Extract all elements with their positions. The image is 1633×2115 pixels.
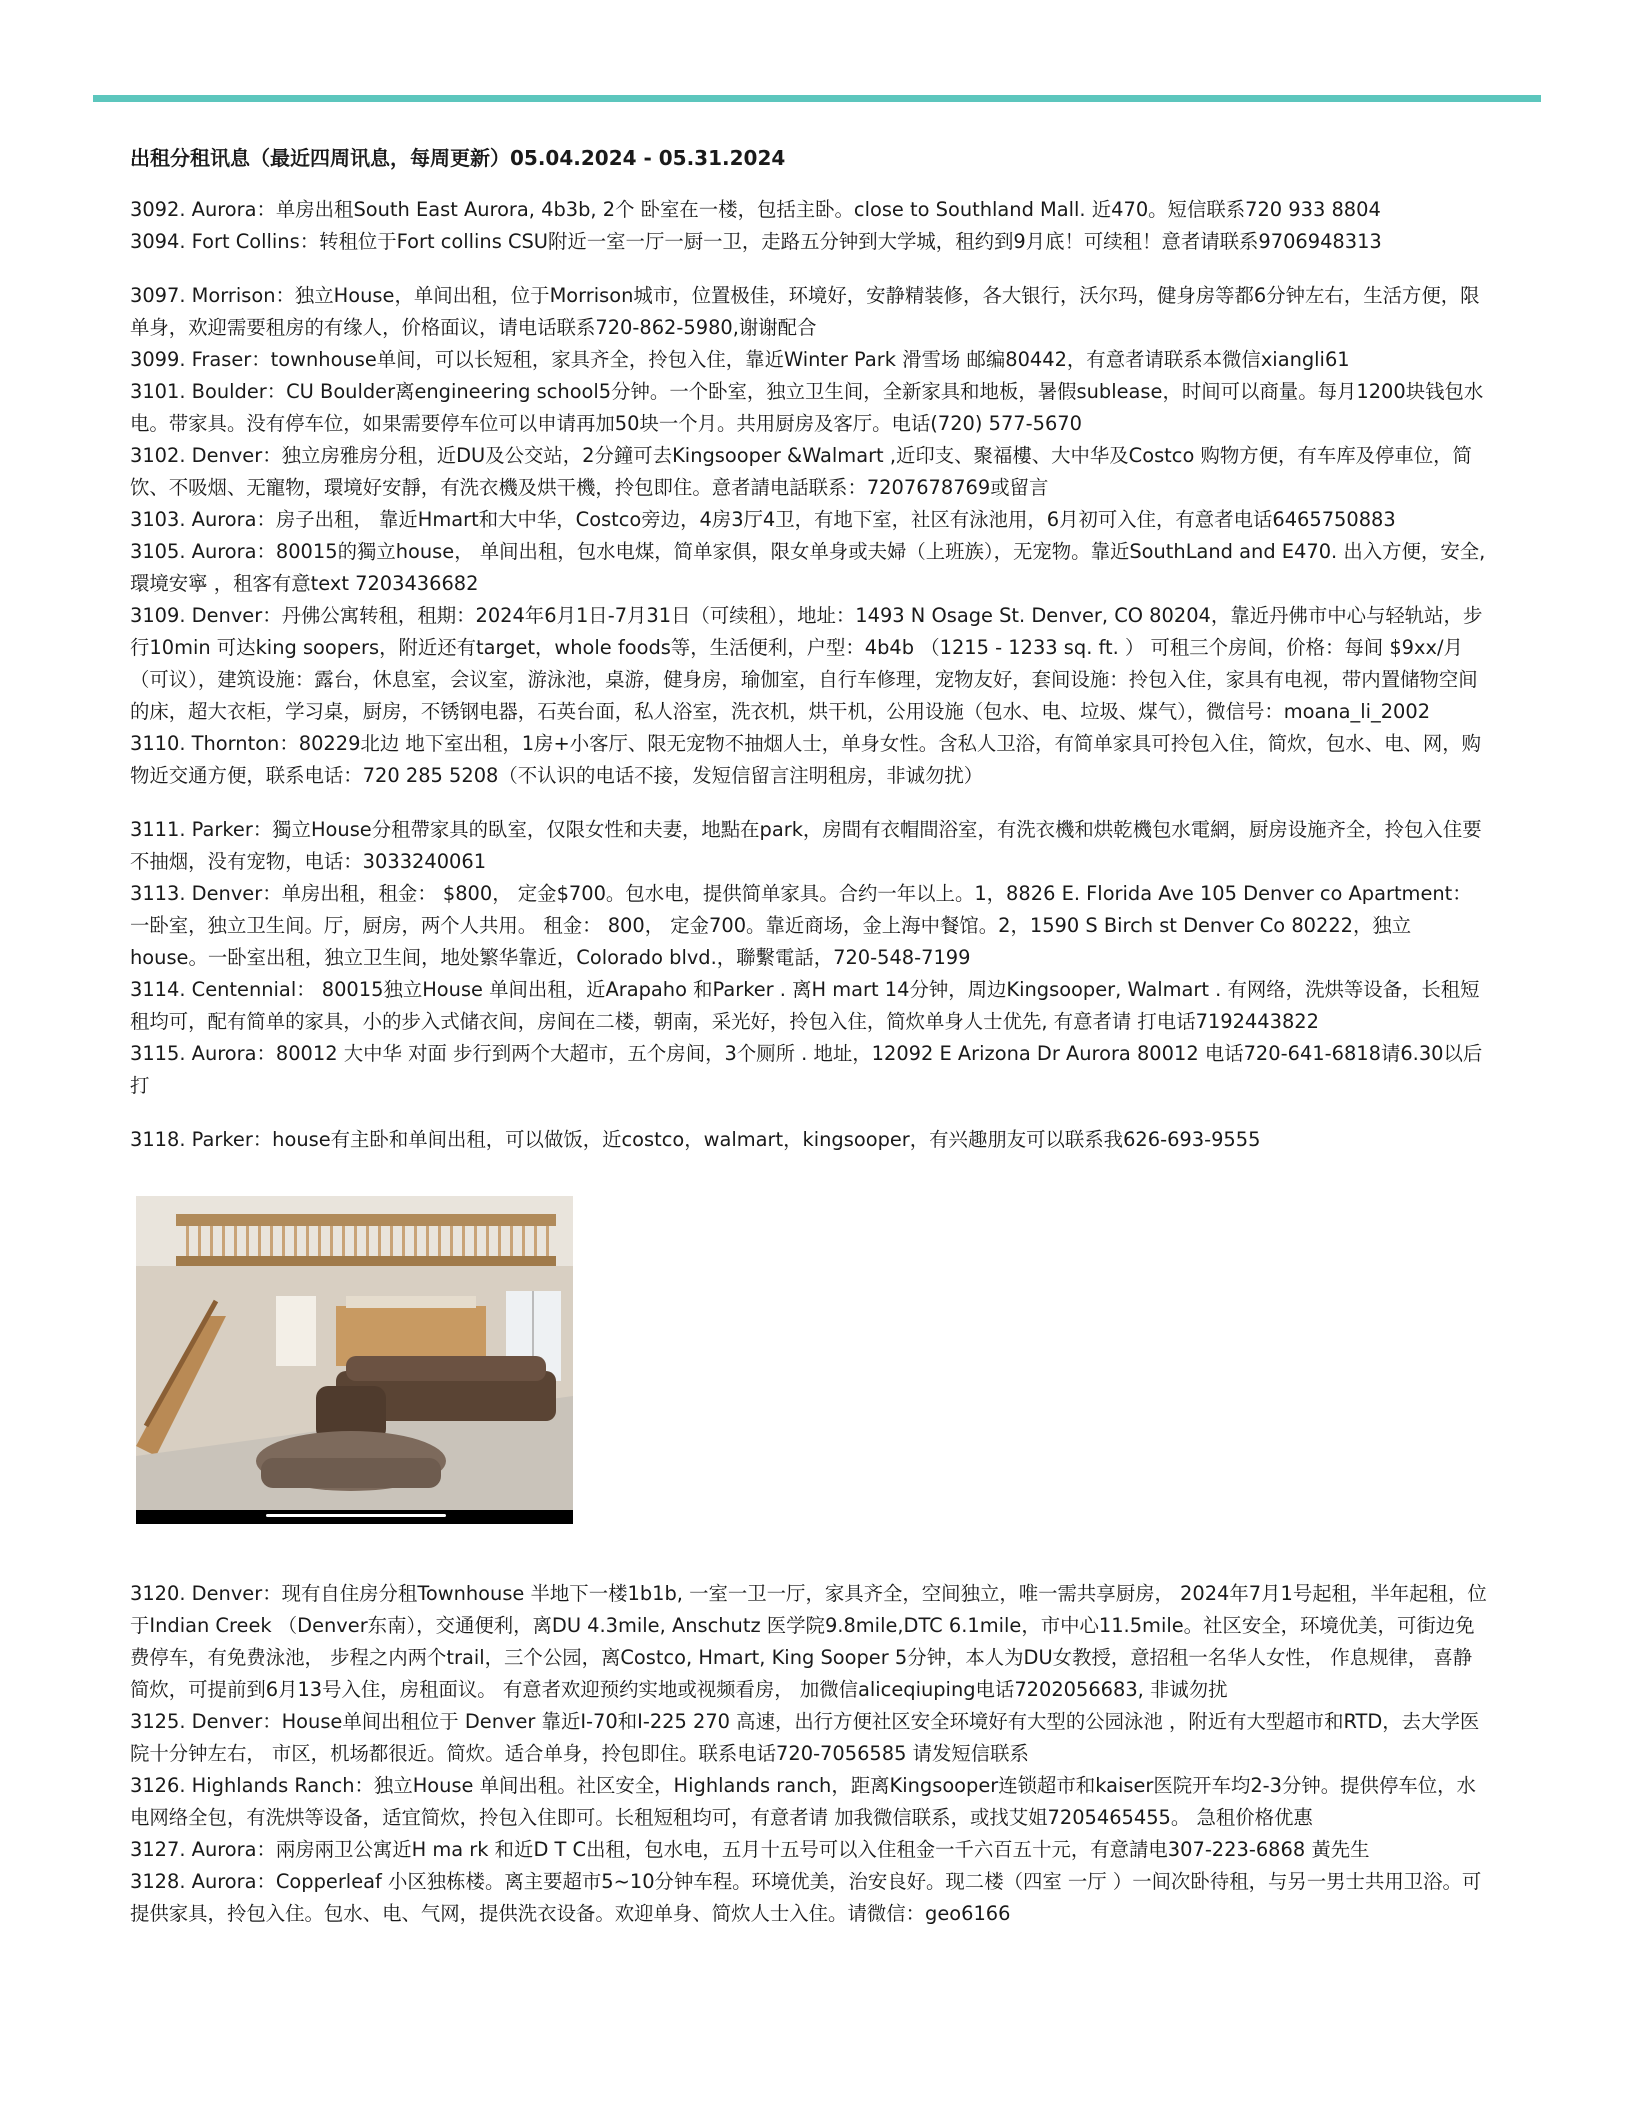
listing-item: 3102. Denver：独立房雅房分租，近DU及公交站，2分鐘可去Kingsooper &Walmart ,近印支、聚福樓、大中华及Costco 购物方便，有车库及停車位，简饮、不吸烟、无寵物，環境好安靜，有洗衣機及烘干機，拎包即住。意者請电話联系：7207678769或留言 [130, 444, 1472, 499]
listing-item: 3099. Fraser：townhouse单间，可以长短租，家具齐全，拎包入住，靠近Winter Park 滑雪场 邮编80442，有意者请联系本微信xiangli61 [130, 348, 1350, 371]
listing-item: 3103. Aurora：房子出租， 靠近Hmart和大中华，Costco旁边，4房3厅4卫，有地下室，社区有泳池用，6月初可入住，有意者电话6465750883 [130, 508, 1396, 531]
living-room-photo [136, 1196, 573, 1524]
listing-item: 3128. Aurora：Copperleaf 小区独栋楼。离主要超市5~10分钟车程。环境优美，治安良好。现二楼（四室 一厅 ）一间次卧待租，与另一男士共用卫浴。可提供家具，拎包入住。包水、电、气网，提供洗衣设备。欢迎单身、简炊人士入住。请微信：geo6166 [130, 1870, 1482, 1925]
listing-item: 3120. Denver：现有自住房分租Townhouse 半地下一楼1b1b, 一室一卫一厅，家具齐全，空间独立，唯一需共享厨房， 2024年7月1号起租，半年起租，位于Indian Creek （Denver东南），交通便利，离DU 4.3mile, Anschutz 医学院9.8mile,DTC 6.1mile，市中心11.5mile。社区安全，环境优美，可街边免费停车，有免费泳池， 步程之内两个trail，三个公园，离Costco, Hmart, King Sooper 5分钟，本人为DU女教授，意招租一名华人女性， 作息规律， 喜静简炊，可提前到6月13号入住，房租面议。 有意者欢迎预约实地或视频看房， 加微信aliceqiuping电话7202056683, 非诚勿扰 [130, 1582, 1487, 1701]
listings-content [130, 142, 1490, 1952]
listing-group-4 [130, 1124, 1490, 1156]
listing-item: 3110. Thornton：80229北边 地下室出租，1房+小客厅、限无宠物不抽烟人士，单身女性。含私人卫浴，有简单家具可拎包入住，简炊，包水、电、网，购物近交通方便，联系电话：720 285 5208（不认识的电话不接，发短信留言注明租房，非诚勿扰） [130, 732, 1482, 787]
listing-item: 3109. Denver：丹佛公寓转租，租期：2024年6月1日-7月31日（可续租），地址：1493 N Osage St. Denver, CO 80204，靠近丹佛市中心与轻轨站，步行10min 可达king soopers，附近还有target，whole foods等，生活便利，户型：4b4b （1215 - 1233 sq. ft. ） 可租三个房间，价格：每间 $9xx/月（可议），建筑设施：露台，休息室，会议室，游泳池，桌游，健身房，瑜伽室，自行车修理，宠物友好，套间设施：拎包入住，家具有电视，带内置储物空间的床，超大衣柜，学习桌，厨房，不锈钢电器，石英台面，私人浴室，洗衣机，烘干机，公用设施（包水、电、垃圾、煤气），微信号：moana_li_2002 [130, 604, 1483, 723]
listing-item: 3111. Parker：獨立House分租帶家具的臥室，仅限女性和夫妻，地點在park，房間有衣帽間浴室，有洗衣機和烘乾機包水電網，厨房设施齐全，拎包入住要不抽烟，没有宠物，电话：3033240061 [130, 818, 1482, 873]
listing-item: 3114. Centennial： 80015独立House 单间出租，近Arapaho 和Parker . 离H mart 14分钟，周边Kingsooper, Walmart . 有网络，洗烘等设备，长租短租均可，配有简单的家具，小的步入式储衣间，房间在二楼，朝南，采光好，拎包入住，简炊单身人士优先, 有意者请 打电话7192443822 [130, 978, 1480, 1033]
listing-item: 3101. Boulder：CU Boulder离engineering school5分钟。一个卧室，独立卫生间，全新家具和地板，暑假sublease，时间可以商量。每月1200块钱包水电。带家具。没有停车位，如果需要停车位可以申请再加50块一个月。共用厨房及客厅。电话(720) 577-5670 [130, 380, 1484, 435]
top-divider [93, 95, 1541, 102]
listing-group-3 [130, 814, 1490, 1102]
listing-item: 3126. Highlands Ranch：独立House 单间出租。社区安全，Highlands ranch，距离Kingsooper连锁超市和kaiser医院开车均2-3分钟。提供停车位，水电网络全包，有洗烘等设备，适宜简炊，拎包入住即可。长租短租均可，有意者请 加我微信联系，或找艾姐7205465455。 急租价格优惠 [130, 1774, 1476, 1829]
photo-scrub-handle [266, 1514, 446, 1517]
listing-item: 3127. Aurora：兩房兩卫公寓近H ma rk 和近D T C出租，包水电，五月十五号可以入住租金一千六百五十元，有意請电307-223-6868 黃先生 [130, 1838, 1370, 1861]
listing-item: 3113. Denver：单房出租，租金： $800， 定金$700。包水电，提供简单家具。合约一年以上。1，8826 E. Florida Ave 105 Denver co Apartment：一卧室，独立卫生间。厅，厨房，两个人共用。 租金： 800， 定金700。靠近商场，金上海中餐馆。2，1590 S Birch st Denver Co 80222，独立 house。一卧室出租，独立卫生间，地处繁华靠近，Colorado blvd.，聯繫電話，720-548-7199 [130, 882, 1472, 969]
listing-item: 3092. Aurora：单房出租South East Aurora, 4b3b, 2个 卧室在一楼，包括主卧。close to Southland Mall. 近470。短信联系720 933 8804 [130, 198, 1381, 221]
listing-item: 3125. Denver：House单间出租位于 Denver 靠近I-70和I-225 270 高速，出行方便社区安全环境好有大型的公园泳池 ，附近有大型超市和RTD，去大学医院十分钟左右， 市区，机场都很近。简炊。适合单身，拎包即住。联系电话720-7056585 请发短信联系 [130, 1710, 1480, 1765]
listing-item: 3118. Parker：house有主卧和单间出租，可以做饭，近costco，walmart，kingsooper，有兴趣朋友可以联系我626-693-9555 [130, 1128, 1261, 1151]
listing-item: 3105. Aurora：80015的獨立house， 单间出租，包水电煤，简单家俱，限女单身或夫婦（上班族），无宠物。靠近SouthLand and E470. 出入方便，安全, 環境安寧 ，租客有意text 7203436682 [130, 540, 1486, 595]
photo-bottom-bar [136, 1510, 573, 1524]
listing-item: 3115. Aurora：80012 大中华 对面 步行到两个大超市，五个房间，3个厕所 . 地址，12092 E Arizona Dr Aurora 80012 电话720-641-6818请6.30以后打 [130, 1042, 1483, 1097]
listing-group-2 [130, 280, 1490, 792]
listing-group-1 [130, 194, 1490, 258]
living-room-illustration [136, 1196, 573, 1524]
listing-item: 3097. Morrison：独立House，单间出租，位于Morrison城市，位置极佳，环境好，安静精装修，各大银行，沃尔玛，健身房等都6分钟左右，生活方便，限单身，欢迎需要租房的有缘人，价格面议，请电话联系720-862-5980,谢谢配合 [130, 284, 1480, 339]
listing-group-5 [130, 1578, 1490, 1930]
page-title: 出租分租讯息（最近四周讯息，每周更新）05.04.2024 - 05.31.2024 [130, 146, 786, 170]
listing-item: 3094. Fort Collins：转租位于Fort collins CSU附近一室一厅一厨一卫，走路五分钟到大学城，租约到9月底！可续租！意者请联系9706948313 [130, 230, 1382, 253]
